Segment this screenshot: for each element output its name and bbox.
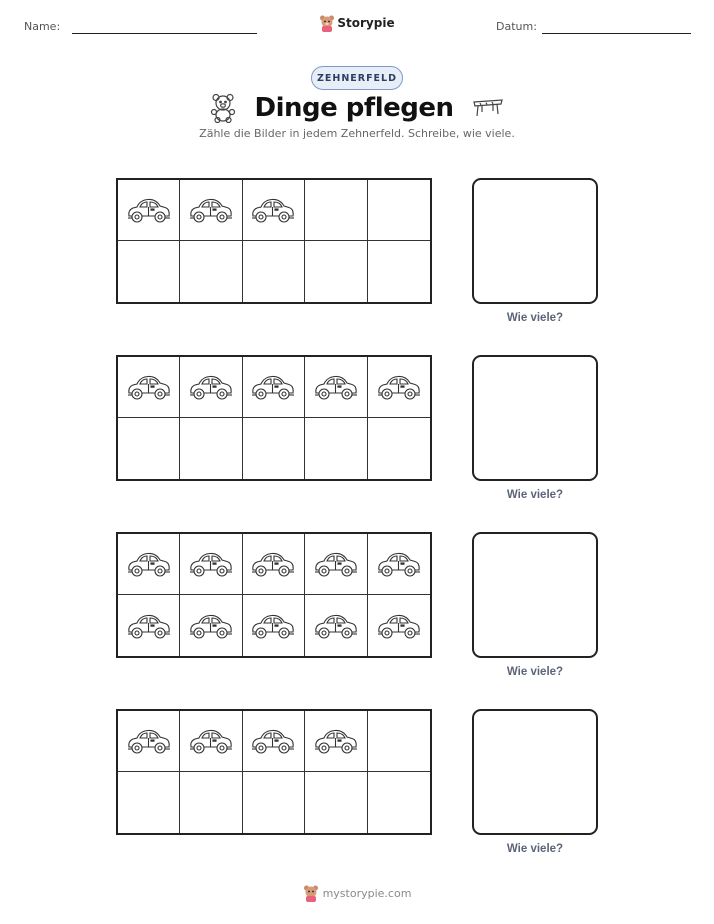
car-icon [250,725,296,757]
answer-label-3: Wie viele? [506,666,564,678]
name-label: Name: [24,20,61,33]
ten-frame-cell [118,711,180,772]
ten-frame-cell [118,595,180,656]
answer-box-2[interactable] [472,355,598,481]
ten-frame-cell [180,180,242,241]
ten-frame-cell [305,534,367,595]
car-icon [188,194,234,226]
ten-frame-cell [243,357,305,418]
ten-frame-cell [243,772,305,833]
ten-frame-cell [180,357,242,418]
car-icon [188,610,234,642]
ten-frame-cell [305,595,367,656]
ten-frame-cell [180,418,242,479]
ten-frame-cell [368,534,430,595]
ten-frame-cell [368,357,430,418]
car-icon [376,610,422,642]
car-icon [250,371,296,403]
car-icon [313,725,359,757]
ten-frame-cell [118,180,180,241]
teddy-bear-icon [210,93,236,123]
date-label: Datum: [496,20,537,33]
bear-mascot-icon [319,14,335,32]
ten-frame-cell [180,241,242,302]
ten-frame-cell [180,595,242,656]
brand-logo [0,14,714,32]
footer-url: mystorypie.com [322,886,412,900]
ten-frame-cell [368,772,430,833]
car-icon [313,371,359,403]
instructions: Zähle die Bilder in jedem Zehnerfeld. Schreibe, wie viele. [199,127,515,140]
title-row [0,88,714,128]
car-icon [313,610,359,642]
ten-frame-cell [243,180,305,241]
car-icon [376,371,422,403]
ten-frame-cell [243,241,305,302]
ten-frame-cell [368,711,430,772]
answer-label-1: Wie viele? [506,312,564,324]
bear-mascot-icon [303,884,319,902]
car-icon [126,548,172,580]
car-icon [313,548,359,580]
ten-frame-cell [180,534,242,595]
car-icon [188,548,234,580]
ten-frame-cell [305,357,367,418]
ten-frame-cell [243,534,305,595]
ten-frame-cell [118,418,180,479]
ten-frame-cell [305,418,367,479]
ten-frame-cell [368,180,430,241]
car-icon [376,548,422,580]
ten-frame-1 [116,178,432,304]
bench-icon [472,98,504,118]
ten-frame-cell [243,595,305,656]
footer [0,884,714,902]
car-icon [126,725,172,757]
page-title: Dinge pflegen [254,93,454,123]
ten-frame-cell [305,772,367,833]
ten-frame-cell [243,711,305,772]
ten-frame-cell [118,772,180,833]
name-line[interactable] [72,33,257,34]
answer-label-2: Wie viele? [506,489,564,501]
answer-box-1[interactable] [472,178,598,304]
ten-frame-3 [116,532,432,658]
ten-frame-cell [118,534,180,595]
ten-frame-cell [118,241,180,302]
ten-frame-2 [116,355,432,481]
car-icon [250,610,296,642]
ten-frame-4 [116,709,432,835]
brand-name: Storypie [337,16,395,30]
ten-frame-cell [180,711,242,772]
ten-frame-cell [305,711,367,772]
car-icon [126,194,172,226]
car-icon [126,610,172,642]
car-icon [188,371,234,403]
answer-box-4[interactable] [472,709,598,835]
answer-label-4: Wie viele? [506,843,564,855]
ten-frame-cell [305,180,367,241]
ten-frame-cell [305,241,367,302]
ten-frame-cell [368,241,430,302]
car-icon [188,725,234,757]
car-icon [250,548,296,580]
ten-frame-cell [368,418,430,479]
ten-frame-cell [243,418,305,479]
ten-frame-cell [368,595,430,656]
date-line[interactable] [542,33,691,34]
car-icon [126,371,172,403]
car-icon [250,194,296,226]
ten-frame-cell [180,772,242,833]
ten-frame-cell [118,357,180,418]
category-badge: ZEHNERFELD [311,66,403,90]
answer-box-3[interactable] [472,532,598,658]
